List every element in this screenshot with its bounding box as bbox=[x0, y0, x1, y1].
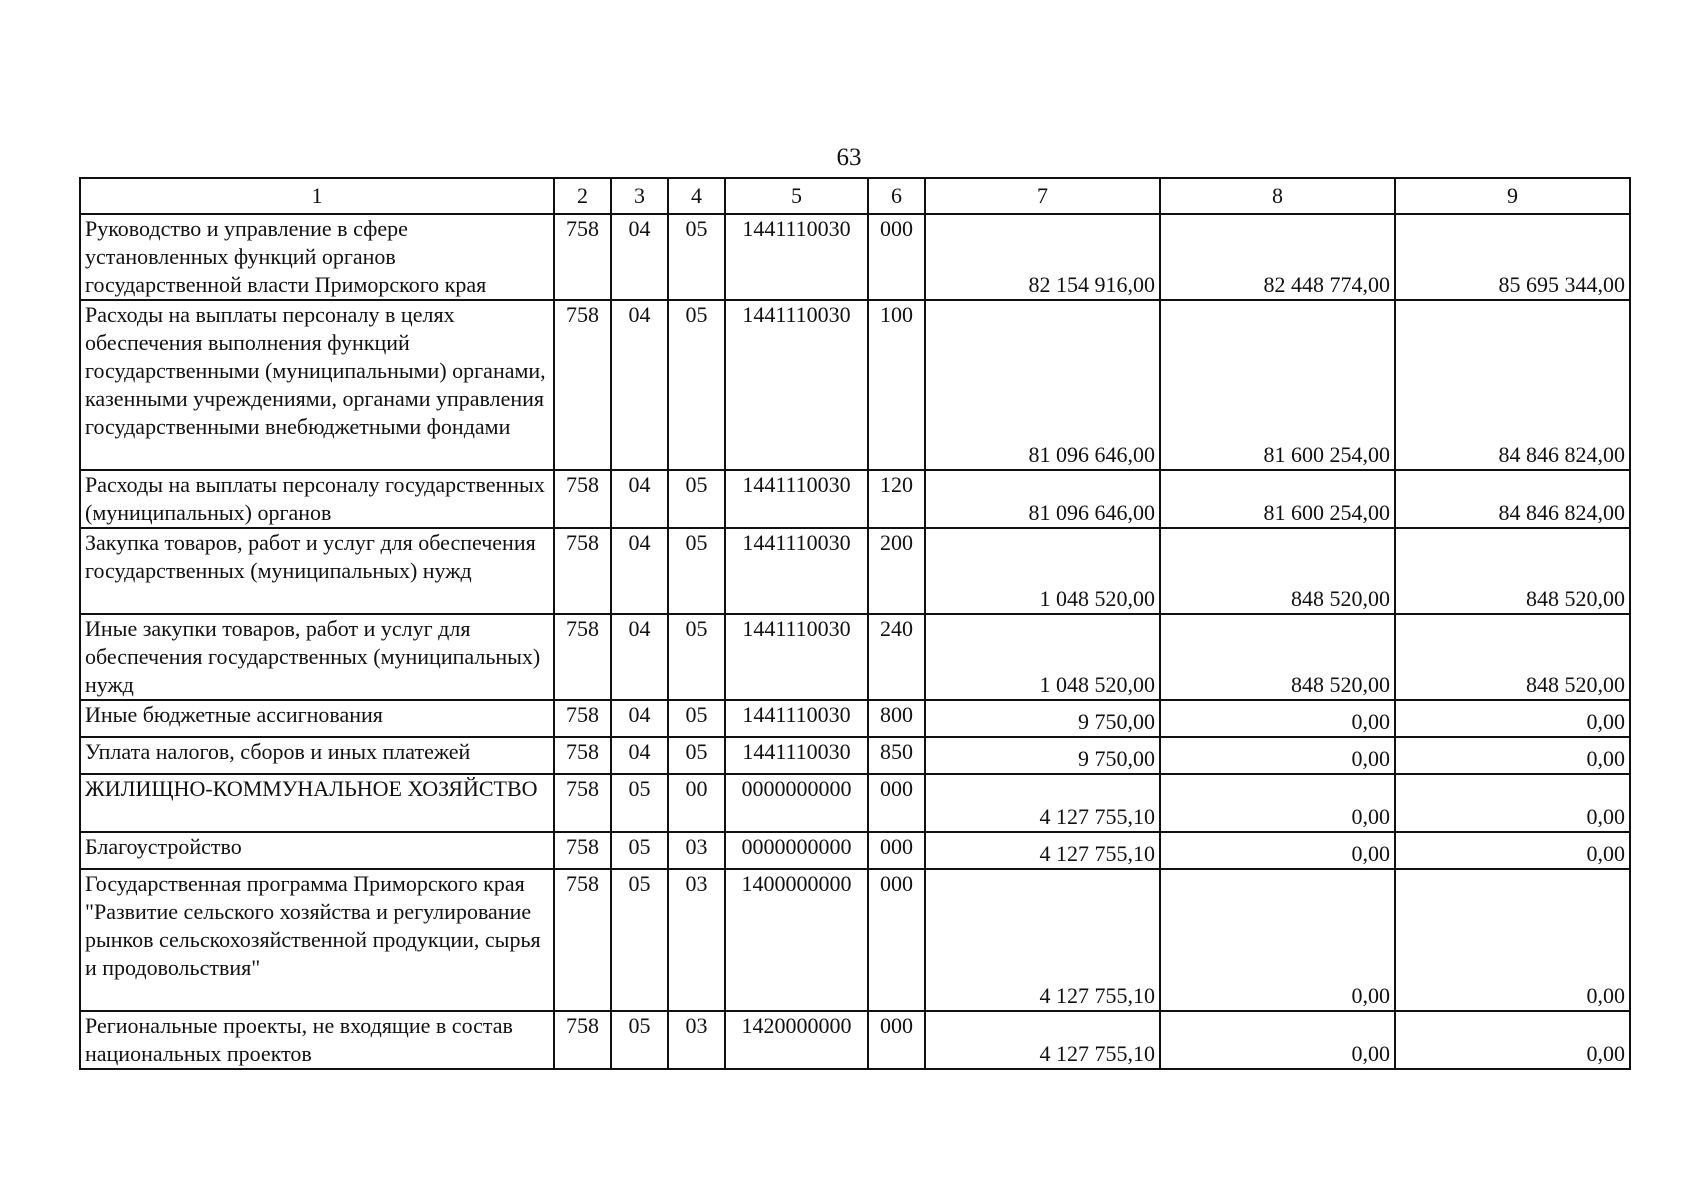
admin-code: 758 bbox=[554, 214, 611, 300]
amount-col7: 4 127 755,10 bbox=[925, 774, 1160, 832]
admin-code: 758 bbox=[554, 528, 611, 614]
expense-type-code: 000 bbox=[868, 1011, 925, 1069]
table-row bbox=[80, 774, 1630, 832]
expense-type-code: 200 bbox=[868, 528, 925, 614]
subsection-code: 05 bbox=[668, 528, 725, 614]
amount-col7: 1 048 520,00 bbox=[925, 614, 1160, 700]
amount-col9: 0,00 bbox=[1395, 737, 1630, 774]
expense-type-code: 240 bbox=[868, 614, 925, 700]
target-code: 0000000000 bbox=[725, 832, 868, 869]
amount-col8: 0,00 bbox=[1160, 737, 1395, 774]
column-header: 6 bbox=[868, 178, 925, 214]
amount-col9: 84 846 824,00 bbox=[1395, 300, 1630, 470]
subsection-code: 05 bbox=[668, 737, 725, 774]
column-header: 2 bbox=[554, 178, 611, 214]
section-code: 05 bbox=[611, 869, 668, 1011]
section-code: 04 bbox=[611, 614, 668, 700]
row-name: Благоустройство bbox=[80, 832, 554, 869]
section-code: 04 bbox=[611, 470, 668, 528]
expense-type-code: 800 bbox=[868, 700, 925, 737]
admin-code: 758 bbox=[554, 700, 611, 737]
expense-type-code: 100 bbox=[868, 300, 925, 470]
amount-col9: 84 846 824,00 bbox=[1395, 470, 1630, 528]
target-code: 1441110030 bbox=[725, 614, 868, 700]
expense-type-code: 000 bbox=[868, 774, 925, 832]
amount-col7: 4 127 755,10 bbox=[925, 869, 1160, 1011]
admin-code: 758 bbox=[554, 300, 611, 470]
section-code: 04 bbox=[611, 700, 668, 737]
target-code: 1441110030 bbox=[725, 300, 868, 470]
admin-code: 758 bbox=[554, 470, 611, 528]
row-name: ЖИЛИЩНО-КОММУНАЛЬНОЕ ХОЗЯЙСТВО bbox=[80, 774, 554, 832]
subsection-code: 05 bbox=[668, 214, 725, 300]
amount-col8: 0,00 bbox=[1160, 869, 1395, 1011]
amount-col7: 9 750,00 bbox=[925, 737, 1160, 774]
budget-table bbox=[79, 177, 1631, 1070]
amount-col8: 81 600 254,00 bbox=[1160, 300, 1395, 470]
subsection-code: 05 bbox=[668, 300, 725, 470]
expense-type-code: 000 bbox=[868, 869, 925, 1011]
row-name: Расходы на выплаты персоналу в целях обеспечения выполнения функций государственными (муниципальными) органами, казенными учреждениями, органами управления государственными внебюджетными фондами bbox=[80, 300, 554, 470]
expense-type-code: 120 bbox=[868, 470, 925, 528]
section-code: 05 bbox=[611, 774, 668, 832]
amount-col9: 0,00 bbox=[1395, 700, 1630, 737]
page-number: 63 bbox=[836, 144, 862, 171]
amount-col9: 85 695 344,00 bbox=[1395, 214, 1630, 300]
row-name: Иные закупки товаров, работ и услуг для обеспечения государственных (муниципальных) нужд bbox=[80, 614, 554, 700]
table-row bbox=[80, 869, 1630, 1011]
amount-col7: 9 750,00 bbox=[925, 700, 1160, 737]
section-code: 04 bbox=[611, 528, 668, 614]
table-header-row bbox=[80, 178, 1630, 214]
row-name: Закупка товаров, работ и услуг для обеспечения государственных (муниципальных) нужд bbox=[80, 528, 554, 614]
amount-col7: 81 096 646,00 bbox=[925, 300, 1160, 470]
row-name: Региональные проекты, не входящие в состав национальных проектов bbox=[80, 1011, 554, 1069]
table-row bbox=[80, 614, 1630, 700]
amount-col7: 4 127 755,10 bbox=[925, 832, 1160, 869]
subsection-code: 05 bbox=[668, 470, 725, 528]
subsection-code: 03 bbox=[668, 869, 725, 1011]
target-code: 0000000000 bbox=[725, 774, 868, 832]
table-row bbox=[80, 1011, 1630, 1069]
subsection-code: 03 bbox=[668, 832, 725, 869]
target-code: 1441110030 bbox=[725, 528, 868, 614]
admin-code: 758 bbox=[554, 1011, 611, 1069]
target-code: 1441110030 bbox=[725, 700, 868, 737]
row-name: Расходы на выплаты персоналу государственных (муниципальных) органов bbox=[80, 470, 554, 528]
target-code: 1441110030 bbox=[725, 737, 868, 774]
column-header: 4 bbox=[668, 178, 725, 214]
subsection-code: 05 bbox=[668, 700, 725, 737]
column-header: 3 bbox=[611, 178, 668, 214]
row-name: Уплата налогов, сборов и иных платежей bbox=[80, 737, 554, 774]
section-code: 04 bbox=[611, 214, 668, 300]
subsection-code: 05 bbox=[668, 614, 725, 700]
column-header: 5 bbox=[725, 178, 868, 214]
amount-col7: 82 154 916,00 bbox=[925, 214, 1160, 300]
table-row bbox=[80, 528, 1630, 614]
section-code: 04 bbox=[611, 737, 668, 774]
column-header: 9 bbox=[1395, 178, 1630, 214]
amount-col8: 0,00 bbox=[1160, 700, 1395, 737]
admin-code: 758 bbox=[554, 774, 611, 832]
target-code: 1420000000 bbox=[725, 1011, 868, 1069]
admin-code: 758 bbox=[554, 832, 611, 869]
amount-col7: 1 048 520,00 bbox=[925, 528, 1160, 614]
amount-col8: 0,00 bbox=[1160, 832, 1395, 869]
row-name: Государственная программа Приморского края "Развитие сельского хозяйства и регулирование рынков сельскохозяйственной продукции, сырья и продовольствия" bbox=[80, 869, 554, 1011]
amount-col8: 848 520,00 bbox=[1160, 614, 1395, 700]
table-row bbox=[80, 470, 1630, 528]
target-code: 1441110030 bbox=[725, 470, 868, 528]
admin-code: 758 bbox=[554, 614, 611, 700]
amount-col8: 0,00 bbox=[1160, 1011, 1395, 1069]
subsection-code: 03 bbox=[668, 1011, 725, 1069]
amount-col7: 81 096 646,00 bbox=[925, 470, 1160, 528]
amount-col9: 0,00 bbox=[1395, 774, 1630, 832]
table-row bbox=[80, 832, 1630, 869]
amount-col9: 848 520,00 bbox=[1395, 614, 1630, 700]
column-header: 8 bbox=[1160, 178, 1395, 214]
column-header: 1 bbox=[80, 178, 554, 214]
target-code: 1400000000 bbox=[725, 869, 868, 1011]
amount-col9: 0,00 bbox=[1395, 1011, 1630, 1069]
table-row bbox=[80, 700, 1630, 737]
section-code: 04 bbox=[611, 300, 668, 470]
amount-col8: 81 600 254,00 bbox=[1160, 470, 1395, 528]
row-name: Иные бюджетные ассигнования bbox=[80, 700, 554, 737]
row-name: Руководство и управление в сфере установленных функций органов государственной власти Приморского края bbox=[80, 214, 554, 300]
amount-col9: 0,00 bbox=[1395, 869, 1630, 1011]
subsection-code: 00 bbox=[668, 774, 725, 832]
admin-code: 758 bbox=[554, 737, 611, 774]
expense-type-code: 000 bbox=[868, 214, 925, 300]
amount-col9: 848 520,00 bbox=[1395, 528, 1630, 614]
admin-code: 758 bbox=[554, 869, 611, 1011]
section-code: 05 bbox=[611, 832, 668, 869]
column-header: 7 bbox=[925, 178, 1160, 214]
table-row bbox=[80, 214, 1630, 300]
amount-col8: 82 448 774,00 bbox=[1160, 214, 1395, 300]
expense-type-code: 000 bbox=[868, 832, 925, 869]
amount-col7: 4 127 755,10 bbox=[925, 1011, 1160, 1069]
amount-col8: 0,00 bbox=[1160, 774, 1395, 832]
section-code: 05 bbox=[611, 1011, 668, 1069]
table-row bbox=[80, 737, 1630, 774]
amount-col8: 848 520,00 bbox=[1160, 528, 1395, 614]
amount-col9: 0,00 bbox=[1395, 832, 1630, 869]
expense-type-code: 850 bbox=[868, 737, 925, 774]
table-row bbox=[80, 300, 1630, 470]
target-code: 1441110030 bbox=[725, 214, 868, 300]
